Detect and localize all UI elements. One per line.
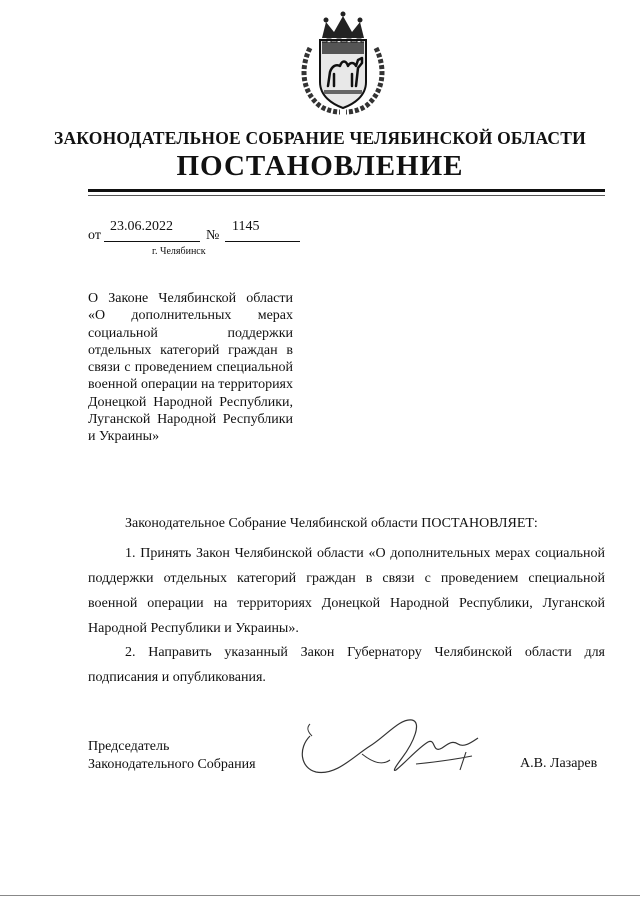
signatory-role (88, 738, 256, 774)
handwritten-signature (296, 712, 496, 782)
document-subject: О Законе Челябинской области «О дополнительных мерах социальной поддержки отдельных категорий граждан в связи с проведением специальной военной операции на территориях Донецкой Народной Республики, Луганской Народной Республики и Украины» (88, 291, 293, 445)
signatory-role-line1: Председатель (88, 739, 170, 754)
page-bottom-edge (0, 895, 640, 896)
header-divider-thin (88, 195, 605, 196)
city-label: г. Челябинск (152, 246, 206, 257)
document-number: 1145 (232, 219, 260, 234)
resolution-item-1: 1. Принять Закон Челябинской области «О дополнительных мерах социальной поддержки отдельных категорий граждан в связи с проведением специальной военной операции на территориях Донецкой Народной Республики, Луганской Народной Республики и Украины». (88, 546, 605, 636)
preamble-paragraph: Законодательное Собрание Челябинской области ПОСТАНОВЛЯЕТ: (125, 516, 538, 531)
header-divider-thick (88, 189, 605, 192)
date-underline (104, 241, 200, 242)
document-date: 23.06.2022 (110, 219, 173, 234)
date-prefix: от (88, 228, 101, 243)
coat-of-arms-icon (296, 8, 390, 116)
number-prefix: № (206, 228, 220, 243)
signatory-name: А.В. Лазарев (520, 756, 598, 771)
signatory-role-line2: Законодательного Собрания (88, 757, 256, 772)
resolution-item-2: 2. Направить указанный Закон Губернатору Челябинской области для подписания и опубликования. (88, 645, 605, 685)
number-underline (225, 241, 300, 242)
document-type-title: ПОСТАНОВЛЕНИЕ (176, 150, 464, 182)
organization-title: ЗАКОНОДАТЕЛЬНОЕ СОБРАНИЕ ЧЕЛЯБИНСКОЙ ОБЛАСТИ (54, 128, 586, 148)
